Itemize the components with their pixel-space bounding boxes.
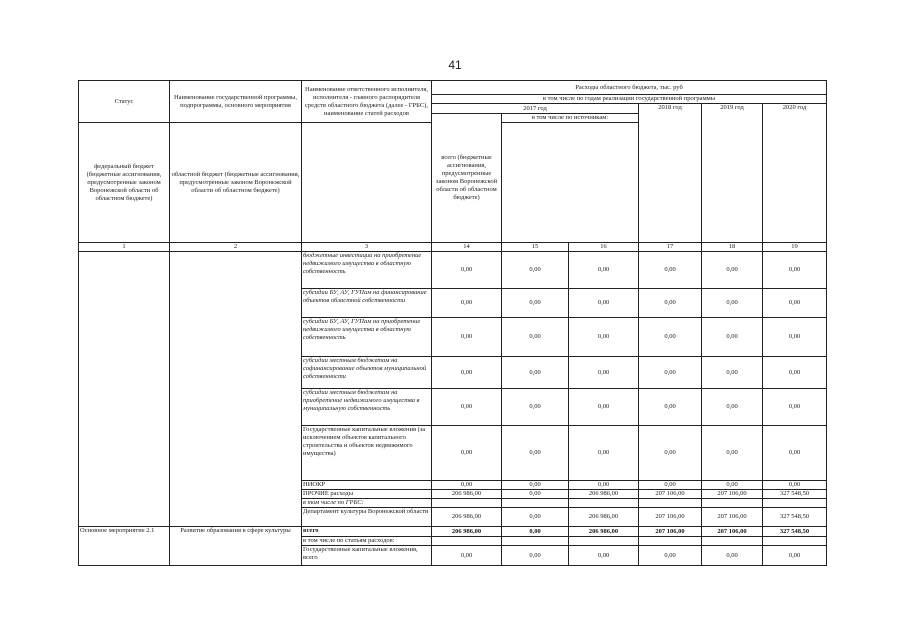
column-number: 3 (302, 243, 432, 252)
value-cell (569, 499, 639, 508)
value-cell: 0,00 (502, 490, 569, 499)
value-cell: 207 106,00 (639, 527, 702, 537)
header-by-sources: в том числе по источникам: (502, 114, 639, 123)
value-cell (569, 537, 639, 546)
value-cell: 0,00 (639, 252, 702, 289)
value-cell: 207 106,00 (702, 508, 763, 527)
value-cell: 0,00 (763, 357, 827, 389)
value-cell (432, 499, 502, 508)
value-cell: 0,00 (763, 252, 827, 289)
value-cell: 0,00 (639, 481, 702, 490)
budget-table (78, 80, 827, 566)
expense-article-cell: бюджетные инвестиции на приобретение недвижимого имущества в областную собственность (302, 252, 432, 289)
value-cell: 0,00 (502, 481, 569, 490)
expense-article-cell: Государственные капитальные вложения, всего (302, 546, 432, 566)
value-cell: 0,00 (432, 357, 502, 389)
value-cell: 0,00 (763, 481, 827, 490)
page-number: 41 (448, 58, 462, 72)
expense-article-cell: субсидии БУ, АУ, ГУПам на приобретение недвижимого имущества в областную собственность (302, 318, 432, 357)
value-cell: 207 106,00 (639, 490, 702, 499)
value-cell: 0,00 (702, 318, 763, 357)
value-cell: 0,00 (702, 252, 763, 289)
program-name-cell (170, 252, 302, 527)
value-cell: 0,00 (639, 389, 702, 426)
value-cell: 0,00 (702, 289, 763, 318)
value-cell: 0,00 (432, 252, 502, 289)
column-number: 19 (763, 243, 827, 252)
value-cell: 207 106,00 (702, 527, 763, 537)
value-cell: 0,00 (763, 426, 827, 481)
expense-article-cell: всего (302, 527, 432, 537)
column-number: 1 (79, 243, 170, 252)
header-regional: областной бюджет (бюджетные ассигнования, предусмотренные законом Воронежской области об областном бюджете) (170, 123, 302, 243)
value-cell: 0,00 (432, 546, 502, 566)
table-row (79, 527, 827, 537)
value-cell (763, 537, 827, 546)
value-cell: 0,00 (639, 546, 702, 566)
value-cell (502, 499, 569, 508)
expense-article-cell: ПРОЧИЕ расходы (302, 490, 432, 499)
value-cell (763, 499, 827, 508)
value-cell: 0,00 (569, 481, 639, 490)
value-cell (702, 537, 763, 546)
value-cell: 0,00 (502, 389, 569, 426)
expense-article-cell: Государственные капитальные вложения (за исключением объектов капитального строительства и объектов недвижимого имущества) (302, 426, 432, 481)
value-cell: 0,00 (569, 289, 639, 318)
value-cell: 327 548,50 (763, 527, 827, 537)
header-year-2018: 2018 год (639, 104, 702, 243)
value-cell: 0,00 (569, 426, 639, 481)
value-cell: 0,00 (502, 426, 569, 481)
header-program-name: Наименование государственной программы, подпрограммы, основного мероприятия (170, 81, 302, 123)
column-number: 15 (502, 243, 569, 252)
status-cell (79, 252, 170, 527)
value-cell: 0,00 (569, 318, 639, 357)
expense-article-cell: в том числе по ГРБС: (302, 499, 432, 508)
value-cell: 0,00 (502, 508, 569, 527)
header-year-2019: 2019 год (702, 104, 763, 243)
value-cell (432, 537, 502, 546)
value-cell: 0,00 (432, 289, 502, 318)
value-cell: 0,00 (763, 318, 827, 357)
column-numbers-row (79, 243, 827, 252)
value-cell: 207 106,00 (702, 490, 763, 499)
value-cell: 0,00 (639, 318, 702, 357)
value-cell: 0,00 (702, 426, 763, 481)
value-cell: 0,00 (502, 289, 569, 318)
value-cell: 206 986,00 (569, 490, 639, 499)
value-cell: 0,00 (763, 289, 827, 318)
value-cell: 0,00 (639, 357, 702, 389)
column-number: 16 (569, 243, 639, 252)
value-cell (502, 537, 569, 546)
value-cell: 327 548,50 (763, 490, 827, 499)
value-cell: 0,00 (502, 546, 569, 566)
header-by-years: в том числе по годам реализации государственной программы (432, 95, 827, 104)
value-cell: 0,00 (502, 357, 569, 389)
value-cell: 0,00 (432, 481, 502, 490)
expense-article-cell: субсидии БУ, АУ, ГУПам на финансирование объектов областной собственности (302, 289, 432, 318)
value-cell: 206 986,00 (569, 508, 639, 527)
header-expenses-title: Расходы областного бюджета, тыс. руб (432, 81, 827, 95)
header-executor: Наименование ответственного исполнителя, исполнителя - главного распорядителя средств областного бюджета (далее - ГРБС), наименование статей расходов (302, 81, 432, 123)
value-cell: 206 986,00 (432, 490, 502, 499)
header-total: всего (бюджетные ассигнования, предусмотренные законом Воронежской области об областном бюджете) (432, 114, 502, 243)
value-cell: 0,00 (569, 546, 639, 566)
value-cell: 0,00 (639, 289, 702, 318)
value-cell: 0,00 (569, 252, 639, 289)
value-cell: 0,00 (702, 546, 763, 566)
value-cell: 0,00 (502, 318, 569, 357)
header-federal: федеральный бюджет (бюджетные ассигнования, предусмотренные законом Воронежской области об областном бюджете) (79, 123, 170, 243)
expense-article-cell: субсидии местным бюджетам на приобретение недвижимого имущества в муниципальную собственность (302, 389, 432, 426)
value-cell (639, 537, 702, 546)
expense-article-cell: субсидии местным бюджетам на софинансирование объектов муниципальной собственности (302, 357, 432, 389)
value-cell: 327 548,50 (763, 508, 827, 527)
value-cell: 0,00 (702, 389, 763, 426)
value-cell: 0,00 (702, 357, 763, 389)
value-cell: 0,00 (763, 389, 827, 426)
value-cell: 206 986,00 (569, 527, 639, 537)
value-cell: 0,00 (569, 389, 639, 426)
table-row (79, 252, 827, 289)
program-name-cell: Развитие образования в сфере культуры (170, 527, 302, 566)
value-cell: 0,00 (702, 481, 763, 490)
column-number: 17 (639, 243, 702, 252)
value-cell: 0,00 (502, 252, 569, 289)
value-cell: 206 986,00 (432, 527, 502, 537)
value-cell: 0,00 (502, 527, 569, 537)
value-cell: 0,00 (432, 426, 502, 481)
header-year-2017: 2017 год (432, 104, 639, 114)
status-cell: Основное мероприятие 2.1 (79, 527, 170, 566)
expense-article-cell: НИОКР (302, 481, 432, 490)
column-number: 18 (702, 243, 763, 252)
value-cell (702, 499, 763, 508)
value-cell: 0,00 (639, 426, 702, 481)
value-cell: 0,00 (432, 389, 502, 426)
header-year-2020: 2020 год (763, 104, 827, 243)
header-status: Статус (79, 81, 170, 123)
value-cell: 0,00 (763, 546, 827, 566)
expense-article-cell: в том числе по статьям расходов: (302, 537, 432, 546)
value-cell: 207 106,00 (639, 508, 702, 527)
column-number: 14 (432, 243, 502, 252)
value-cell (639, 499, 702, 508)
value-cell: 0,00 (432, 318, 502, 357)
value-cell: 0,00 (569, 357, 639, 389)
column-number: 2 (170, 243, 302, 252)
expense-article-cell: Департамент культуры Воронежской области (302, 508, 432, 527)
value-cell: 206 986,00 (432, 508, 502, 527)
